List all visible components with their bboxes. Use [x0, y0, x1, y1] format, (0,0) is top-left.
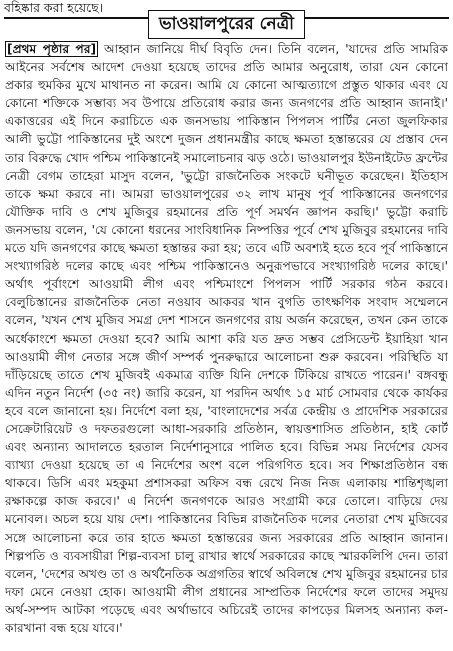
- article-body: [5, 40, 448, 648]
- continuation-tag: [প্রথম পৃষ্ঠার পর]: [7, 42, 97, 56]
- headline-rule-left: [4, 17, 148, 19]
- headline-row: [0, 10, 453, 38]
- article-paragraph: [5, 40, 448, 637]
- previous-article-fragment: বহিষ্কার করা হয়েছে।: [4, 0, 104, 15]
- article-headline: ভাওয়ালপুরের নেত্রী: [148, 10, 305, 39]
- headline-rule-right: [305, 17, 449, 19]
- paragraph-text: আহ্বান জানিয়ে দীর্ঘ বিবৃতি দেন। তিনি বলেন, 'যাদের প্রতি সামরিক আইনের সর্বশেষ আদেশ দেওয়া হয়েছে তাদের প্রতি আমার অনুরোধ, তারা যেন কোনো প্রকার হুমকির মুখে মাথানত না করেন। আমি যে কোনো আত্মত্যাগে প্রস্তুত থাকার এবং যে কোনো শক্তিকে সম্ভাব্য সব উপায়ে প্রতিরোধ করার জন্য জনগণের প্রতি আহ্বান জানাই।' একাত্তরের এই দিনে করাচিতে এক জনসভায় পাকিস্তান পিপলস পার্টির নেতা জুলফিকার আলী ভুট্টো পাকিস্তানের দুই অংশে দুজন প্রধানমন্ত্রীর কাছে ক্ষমতা হস্তান্তরের যে প্রস্তাব দেন তার বিরুদ্ধে খোদ পশ্চিম পাকিস্তানেই সমালোচনার ঝড় ওঠে। ভাওয়ালপুর ইউনাইটেড ফ্রন্টের নেত্রী বেগম তাহেরা মাসুদ বলেন, 'ভুট্টো রাজনৈতিক সংকটে ঘনীভূত করেছেন। ইতিহাস তাকে ক্ষমা করবে না। আমরা ভাওয়ালপুরের ৩২ লাখ মানুষ পূর্ব পাকিস্তানের জনগণের যৌক্তিক দাবি ও শেখ মুজিবুর রহমানের প্রতি পূর্ণ সমর্থন জ্ঞাপন করছি।' ভুট্টো করাচি জনসভায় বলেন, 'যে কোনো ধরনের সাংবিধানিক নিষ্পত্তির পূর্বে শেখ মুজিবুর রহমানের দাবি মতে যদি জনগণের কাছে ক্ষমতা হস্তান্তর করা হয়; তবে এটি অবশ্যই হতে হবে পূর্ব পাকিস্তানে সংখ্যাগরিষ্ঠ দলের কাছে এবং পশ্চিম পাকিস্তানেও অনুরূপভাবে সংখ্যাগরিষ্ঠ দলের কাছে।' অর্থাৎ পূর্বাংশে আওয়ামী লীগ এবং পশ্চিমাংশে পিপলস পার্টি সরকার গঠন করবে। বেলুচিস্তানের রাজনৈতিক নেতা নওয়াব আকবর খান বুগতি তাৎক্ষণিক সংবাদ সম্মেলনে বলেন, 'যখন শেখ মুজিব সমগ্র দেশ শাসনে জনগণের রায় অর্জন করেছেন, তখন কেন তাকে অর্ধেকাংশে ক্ষমতা দেওয়া হবে? আমি আশা করি যত দ্রুত সম্ভব প্রেসিডেন্ট ইয়াহিয়া খান আওয়ামী লীগ নেতার সঙ্গে জীর্ণ সম্পর্ক পুনরুদ্ধারে আলোচনা শুরু করবেন। পরিস্থিতি যা দাঁড়িয়েছে তাতে শেখ মুজিবই একমাত্র ব্যক্তি যিনি দেশকে টিকিয়ে রাখতে পারেন।' বঙ্গবন্ধু এদিন নতুন নির্দেশ (৩৫ নং) জারি করেন, যা পরদিন অর্থাৎ ১৫ মার্চ সোমবার থেকে কার্যকর হবে বলে জানানো হয়। নির্দেশে বলা হয়, 'বাংলাদেশের সর্বত্র কেন্দ্রীয় ও প্রাদেশিক সরকারের সেক্রেটারিয়েট ও দফতরগুলো আধা-সরকারি প্রতিষ্ঠান, স্বায়ত্তশাসিত প্রতিষ্ঠান, হাই কোর্ট এবং অন্যান্য আদালতে হরতাল নির্দেশানুসারে পালিত হবে। বিভিন্ন সময় নির্দেশের যেসব ব্যাখ্যা দেওয়া হয়েছে তা এ নির্দেশের অংশ বলে পরিগণিত হবে। সব শিক্ষাপ্রতিষ্ঠান বন্ধ থাকবে। ডিসি এবং মহকুমা প্রশাসকরা অফিস বন্ধ রেখে নিজ নিজ এলাকায় শান্তিশৃঙ্খলা রক্ষাকল্পে কাজ করবে।' এ নির্দেশ জনগণকে আরও সংগ্রামী করে তোলে। বাড়িয়ে দেয় মনোবল। অচল হয়ে যায় দেশ। পাকিস্তানের বিভিন্ন রাজনৈতিক দলের নেতারা শেখ মুজিবের সঙ্গে আলোচনা করে তার হাতে ক্ষমতা হস্তান্তরের জন্য সরকারের প্রতি আহ্বান জানান। শিল্পপতি ও ব্যবসায়ীরা শিল্প-ব্যবসা চালু রাখার স্বার্থে সরকারের কাছে স্মারকলিপি দেন। তারা বলেন, 'দেশের অখণ্ড তা ও অর্থনৈতিক অগ্রগতির স্বার্থে অবিলম্বে শেখ মুজিবুর রহমানের চার দফা মেনে নেওয়া হোক। আওয়ামী লীগ প্রধানের সাম্প্রতিক নির্দেশের ফলে তাদের সমুদয় অর্থ-সম্পদ আটকা পড়েছে এবং অর্থাভাবে অচিরেই তাদের কাপড়ের মিলসহ অন্যান্য কল-কারখানা বন্ধ হয়ে যাবে।': [5, 42, 448, 635]
